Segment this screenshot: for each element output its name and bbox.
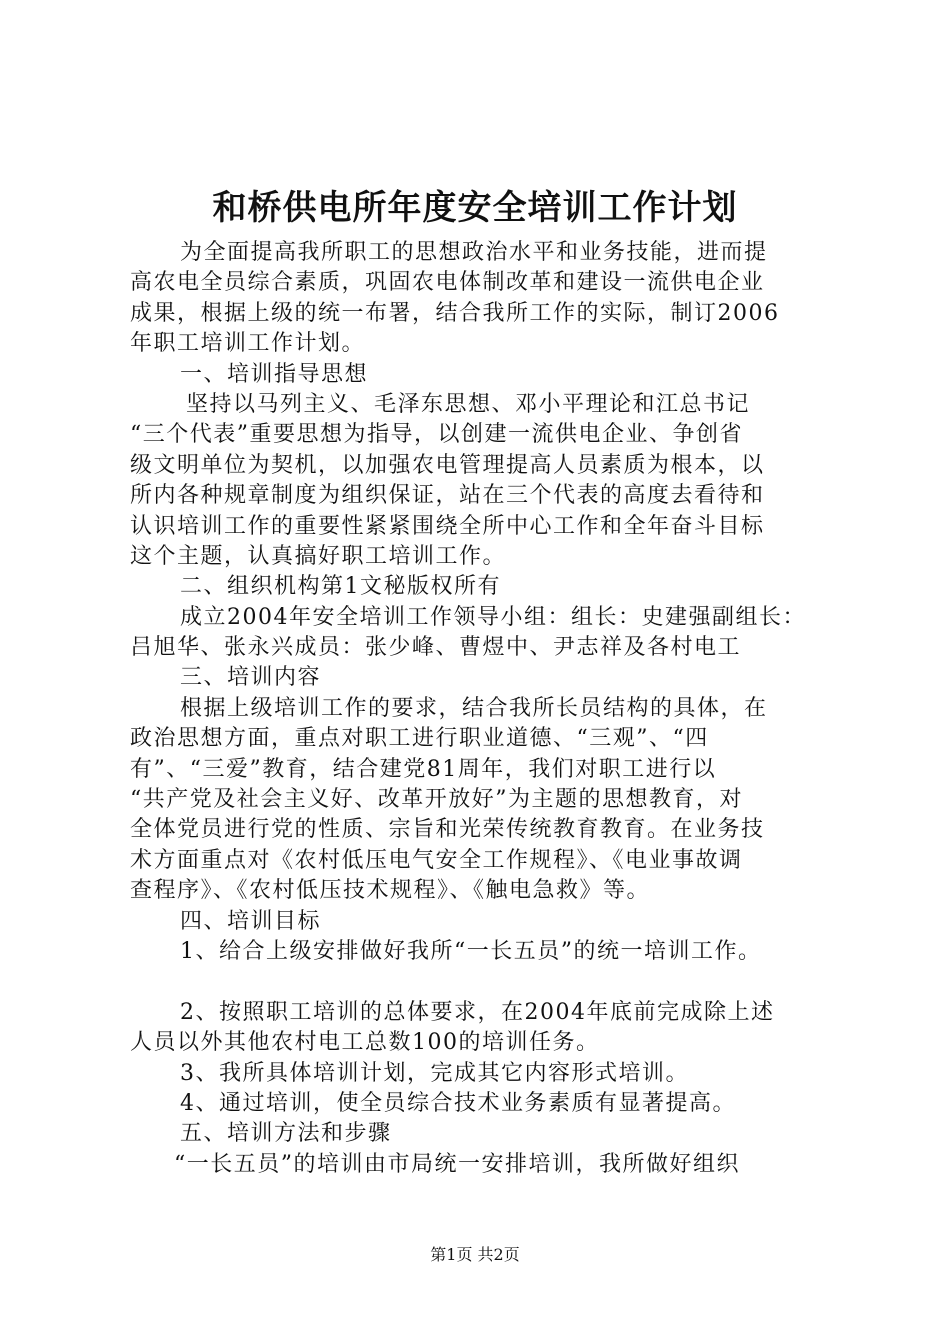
section-heading: 二、组织机构第1文秘版权所有 [180, 574, 501, 600]
section-heading: 五、培训方法和步骤 [180, 1121, 392, 1147]
paragraph-line: 成果，根据上级的统一布署，结合我所工作的实际，制订2006 [130, 300, 780, 326]
paragraph-line: “三个代表”重要思想为指导，以创建一流供电企业、争创省 [130, 422, 743, 448]
paragraph-line: 为全面提高我所职工的思想政治水平和业务技能，进而提 [180, 240, 768, 265]
paragraph-line: 根据上级培训工作的要求，结合我所长员结构的具体，在 [180, 695, 768, 721]
list-item: 3、我所具体培训计划，完成其它内容形式培训。 [180, 1060, 689, 1086]
list-item: 4、通过培训，使全员综合技术业务素质有显著提高。 [180, 1090, 736, 1116]
list-item: 2、按照职工培训的总体要求，在2004年底前完成除上述 [180, 999, 775, 1025]
document-body [130, 238, 830, 1180]
paragraph-line: 政治思想方面，重点对职工进行职业道德、“三观”、“四 [130, 726, 709, 752]
paragraph-line: 所内各种规章制度为组织保证，站在三个代表的高度去看待和 [130, 483, 765, 509]
paragraph-line: 人员以外其他农村电工总数100的培训任务。 [130, 1030, 600, 1056]
blank-line [130, 967, 830, 997]
section-heading: 一、培训指导思想 [180, 361, 369, 387]
paragraph-line: 认识培训工作的重要性紧紧围绕全所中心工作和全年奋斗目标 [130, 513, 765, 539]
paragraph-line: 成立2004年安全培训工作领导小组：组长：史建强副组长： [180, 604, 806, 630]
paragraph-line: 级文明单位为契机，以加强农电管理提高人员素质为根本，以 [130, 452, 765, 478]
paragraph-line: 吕旭华、张永兴成员：张少峰、曹煜中、尹志祥及各村电工 [130, 635, 742, 661]
section-heading: 三、培训内容 [180, 665, 322, 691]
page-footer: 第1页 共2页 [430, 1245, 520, 1264]
paragraph-line: 全体党员进行党的性质、宗旨和光荣传统教育教育。在业务技 [130, 817, 765, 843]
section-heading: 四、培训目标 [180, 908, 322, 934]
paragraph-line: 有”、“三爱”教育，结合建党81周年，我们对职工进行以 [130, 756, 717, 782]
paragraph-line: 年职工培训工作计划。 [130, 331, 366, 357]
paragraph-line: 高农电全员综合素质，巩固农电体制改革和建设一流供电企业 [130, 270, 765, 296]
paragraph-line: 坚持以马列主义、毛泽东思想、邓小平理论和江总书记 [186, 391, 751, 417]
paragraph-line: “共产党及社会主义好、改革开放好”为主题的思想教育，对 [130, 787, 743, 813]
paragraph-line: 查程序》、《农村低压技术规程》、《触电急救》等。 [130, 878, 651, 904]
paragraph-line: 这个主题，认真搞好职工培训工作。 [130, 543, 507, 569]
paragraph-line: 术方面重点对《农村低压电气安全工作规程》、《电业事故调 [130, 847, 743, 873]
document-title: 和桥供电所年度安全培训工作计划 [212, 188, 738, 228]
list-item: 1、给合上级安排做好我所“一长五员”的统一培训工作。 [180, 938, 762, 964]
paragraph-line: “一长五员”的培训由市局统一安排培训，我所做好组织 [174, 1151, 740, 1177]
